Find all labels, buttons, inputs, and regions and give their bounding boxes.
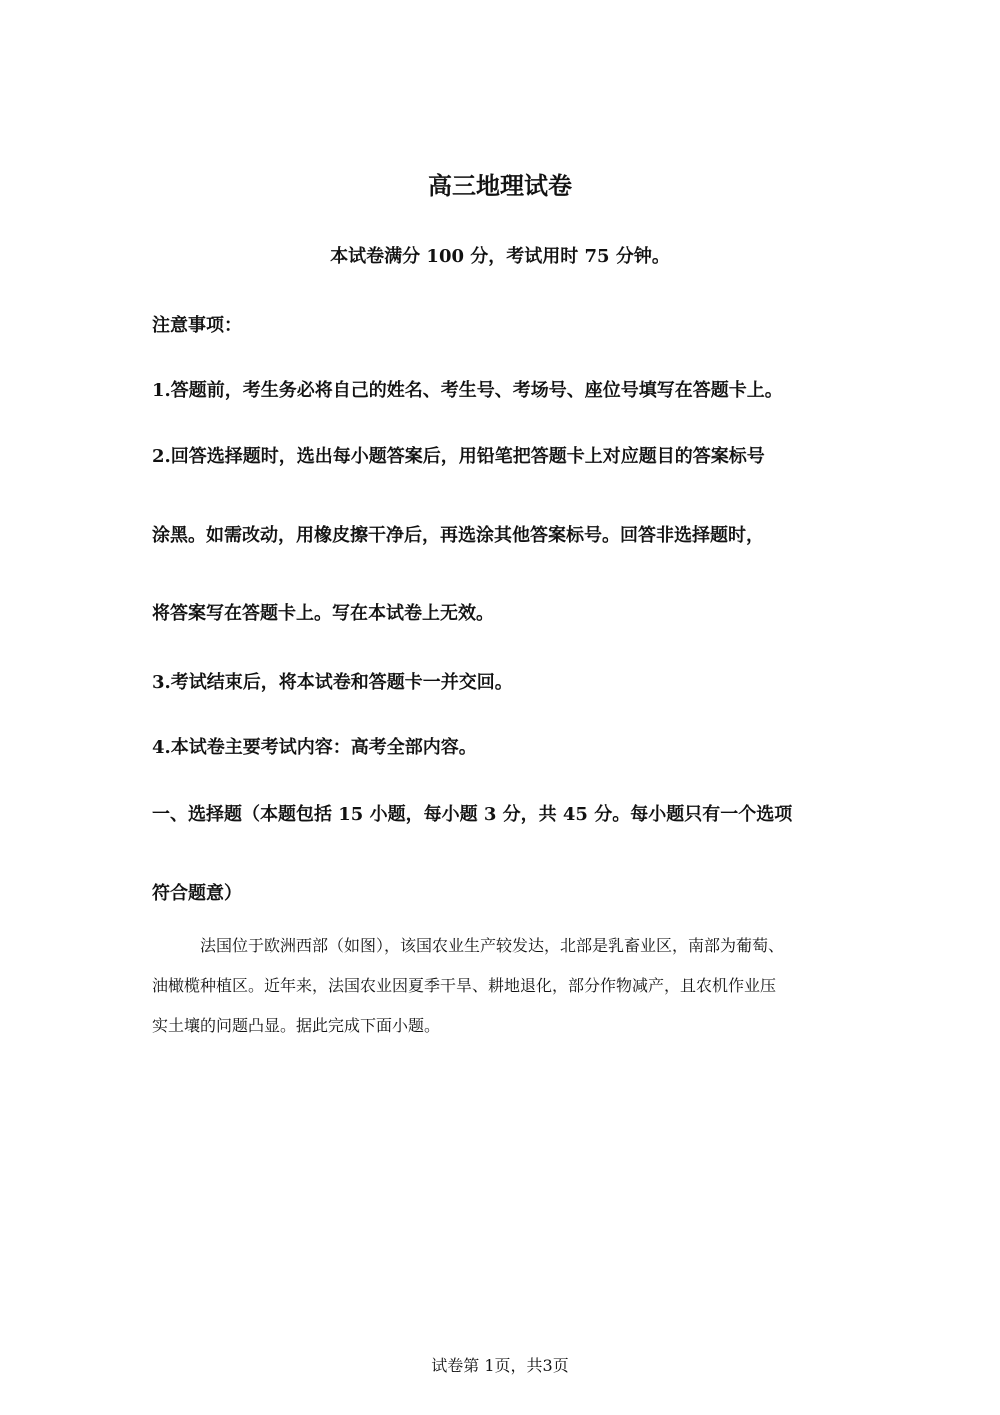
passage-line-1: 法国位于欧洲西部（如图），该国农业生产较发达，北部是乳畜业区，南部为葡萄、 — [200, 936, 785, 955]
exam-title: 高三地理试卷 — [428, 172, 572, 200]
notice-item-2-line-1: 2.回答选择题时，选出每小题答案后，用铅笔把答题卡上对应题目的答案标号 — [152, 446, 765, 467]
section-1-heading-line-1: 一、选择题（本题包括 15 小题，每小题 3 分，共 45 分。每小题只有一个选项 — [152, 804, 793, 825]
question-passage — [152, 926, 852, 1046]
page-number-footer: 试卷第 1页，共3页 — [431, 1356, 569, 1375]
notice-item-2-line-3: 将答案写在答题卡上。写在本试卷上无效。 — [152, 603, 494, 624]
exam-subtitle: 本试卷满分 100 分，考试用时 75 分钟。 — [330, 246, 670, 267]
notice-item-2-line-2: 涂黑。如需改动，用橡皮擦干净后，再选涂其他答案标号。回答非选择题时， — [152, 525, 764, 546]
passage-line-3: 实土壤的问题凸显。据此完成下面小题。 — [152, 1016, 441, 1035]
section-1-heading-line-2: 符合题意） — [152, 883, 242, 904]
notice-item-1: 1.答题前，考生务必将自己的姓名、考生号、考场号、座位号填写在答题卡上。 — [152, 380, 783, 401]
notice-item-3: 3.考试结束后，将本试卷和答题卡一并交回。 — [152, 672, 513, 693]
passage-line-2: 油橄榄种植区。近年来，法国农业因夏季干旱、耕地退化，部分作物减产，且农机作业压 — [152, 976, 777, 995]
notice-heading: 注意事项： — [152, 315, 242, 336]
notice-item-4: 4.本试卷主要考试内容：高考全部内容。 — [152, 737, 477, 758]
